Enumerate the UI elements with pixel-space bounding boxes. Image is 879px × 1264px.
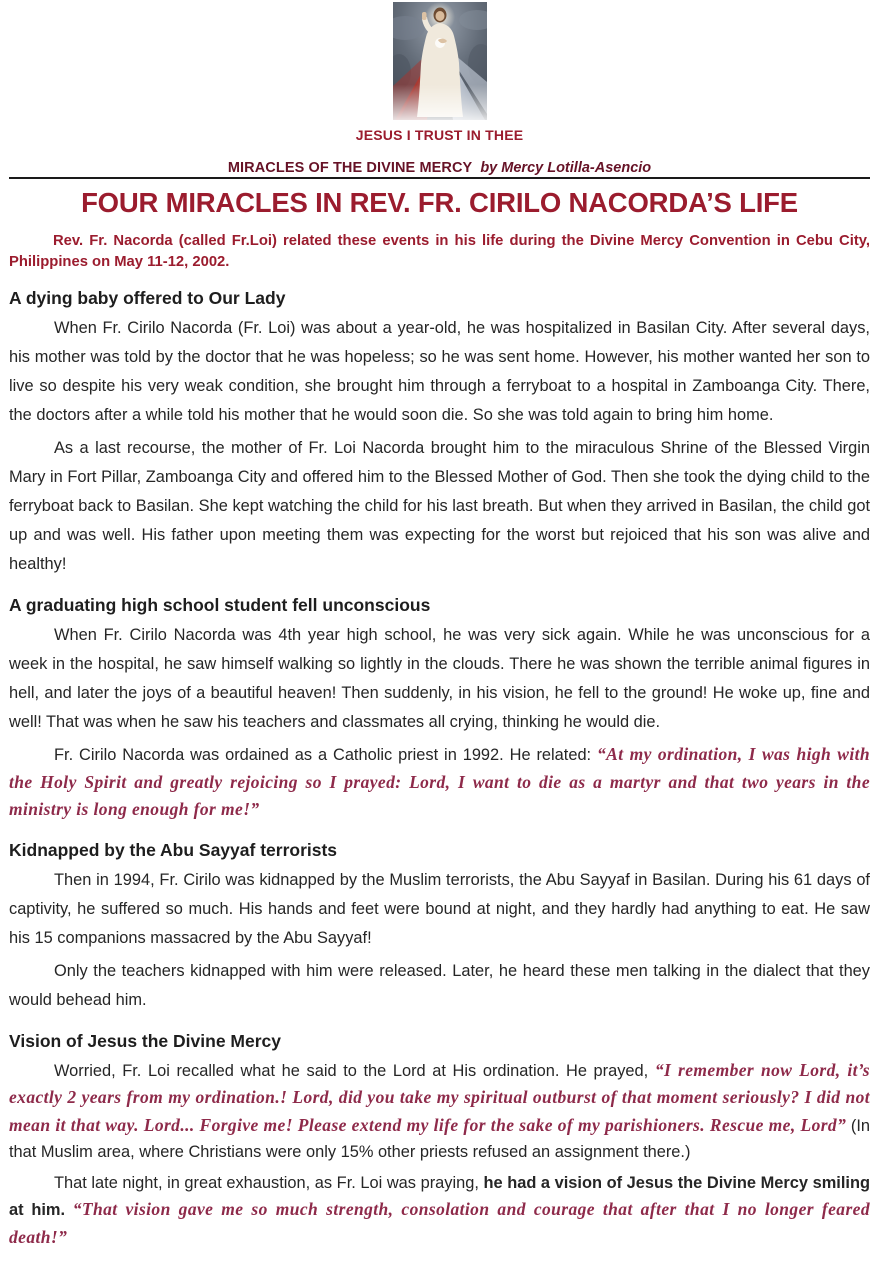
paragraph — [9, 741, 870, 824]
section-heading: A graduating high school student fell unconscious — [9, 595, 431, 615]
section-heading: Vision of Jesus the Divine Mercy — [9, 1030, 281, 1051]
emphasis-text: he had a vision of Jesus the Divine Mercy smiling at him. — [9, 1173, 870, 1219]
series-title: MIRACLES OF THE DIVINE MERCY — [227, 160, 473, 176]
quote-text: “At my ordination, I was high with the Holy Spirit and greatly rejoicing so I prayed: Lord, I want to die as a martyr and that two years in the ministry is long enough for me!” — [9, 744, 870, 819]
body-text: (In that Muslim area, where Christians were only 15% other priests refused an assignment there.) — [9, 1116, 870, 1161]
body-text: Fr. Cirilo Nacorda was ordained as a Catholic priest in 1992. He related: — [54, 746, 597, 764]
section-heading: A dying baby offered to Our Lady — [9, 288, 286, 308]
series-title-row — [9, 160, 870, 179]
paragraph — [9, 957, 870, 1015]
body-text: Then in 1994, Fr. Cirilo was kidnapped by the Muslim terrorists, the Abu Sayyaf in Basilan. During his 61 days of captivity, he suffered so much. His hands and feet were bound at night, and they hardly had anything to eat. He saw his 15 companions massacred by the Abu Sayyaf! — [9, 870, 870, 947]
body-text: As a last recourse, the mother of Fr. Loi Nacorda brought him to the miraculous Shrine of the Blessed Virgin Mary in Fort Pillar, Zamboanga City and offered him to the Blessed Mother of God. Then she took the dying child to the ferryboat back to Basilan. She kept watching the child for his last breath. But when they arrived in Basilan, the child got up and was well. His father upon meeting them was expecting for the worst but rejoiced that his son was alive and healthy! — [9, 439, 870, 573]
paragraph — [9, 434, 870, 579]
paragraph — [9, 866, 870, 953]
body-text: When Fr. Cirilo Nacorda (Fr. Loi) was about a year-old, he was hospitalized in Basilan City. After several days, his mother was told by the doctor that he was hopeless; so he was sent home. However, his mother wanted her son to live so despite his very weak condition, she brought him through a ferryboat to a hospital in Zamboanga City. There, the doctors after a while told his mother that he would soon die. So she was told again to bring him home. — [9, 319, 870, 424]
paragraph — [9, 1057, 870, 1166]
page-title: FOUR MIRACLES IN REV. FR. CIRILO NACORDA’S LIFE — [81, 187, 798, 218]
section-heading: Kidnapped by the Abu Sayyaf terrorists — [9, 839, 338, 860]
paragraph — [9, 314, 870, 430]
paragraph — [9, 1170, 870, 1252]
quote-text: “That vision gave me so much strength, consolation and courage that after that I no longer feared death!” — [9, 1199, 870, 1247]
body-text: Only the teachers kidnapped with him were released. Later, he heard these men talking in the dialect that they would behead him. — [9, 961, 870, 1009]
image-caption-motto: JESUS I TRUST IN THEE — [355, 127, 524, 143]
divine-mercy-jesus-illustration — [393, 2, 487, 120]
document-header — [9, 0, 870, 272]
article-body — [9, 286, 870, 1251]
quote-text: “I remember now Lord, it’s exactly 2 years from my ordination.! Lord, did you take my spiritual outburst of that moment seriously? I did not mean it that way. Lord... Forgive me! Please extend my life for the sake of my parishioners. Rescue me, Lord” — [9, 1059, 870, 1135]
series-byline: by Mercy Lotilla-Asencio — [480, 160, 652, 176]
body-text: When Fr. Cirilo Nacorda was 4th year high school, he was very sick again. While he was unconscious for a week in the hospital, he saw himself walking so lightly in the clouds. There he was shown the terrible animal figures in hell, and later the joys of a beautiful heaven! Then suddenly, in his vision, he fell to the ground! He woke up, fine and well! That was when he saw his teachers and classmates all crying, thinking he would die. — [9, 626, 870, 731]
intro-paragraph: Rev. Fr. Nacorda (called Fr.Loi) related these events in his life during the Divine Mercy Convention in Cebu City, Philippines on May 11-12, 2002. — [9, 233, 870, 270]
body-text: That late night, in great exhaustion, as Fr. Loi was praying, — [54, 1173, 484, 1192]
paragraph — [9, 621, 870, 737]
body-text: Worried, Fr. Loi recalled what he said to the Lord at His ordination. He prayed, — [54, 1061, 655, 1080]
divine-mercy-image — [9, 0, 870, 120]
